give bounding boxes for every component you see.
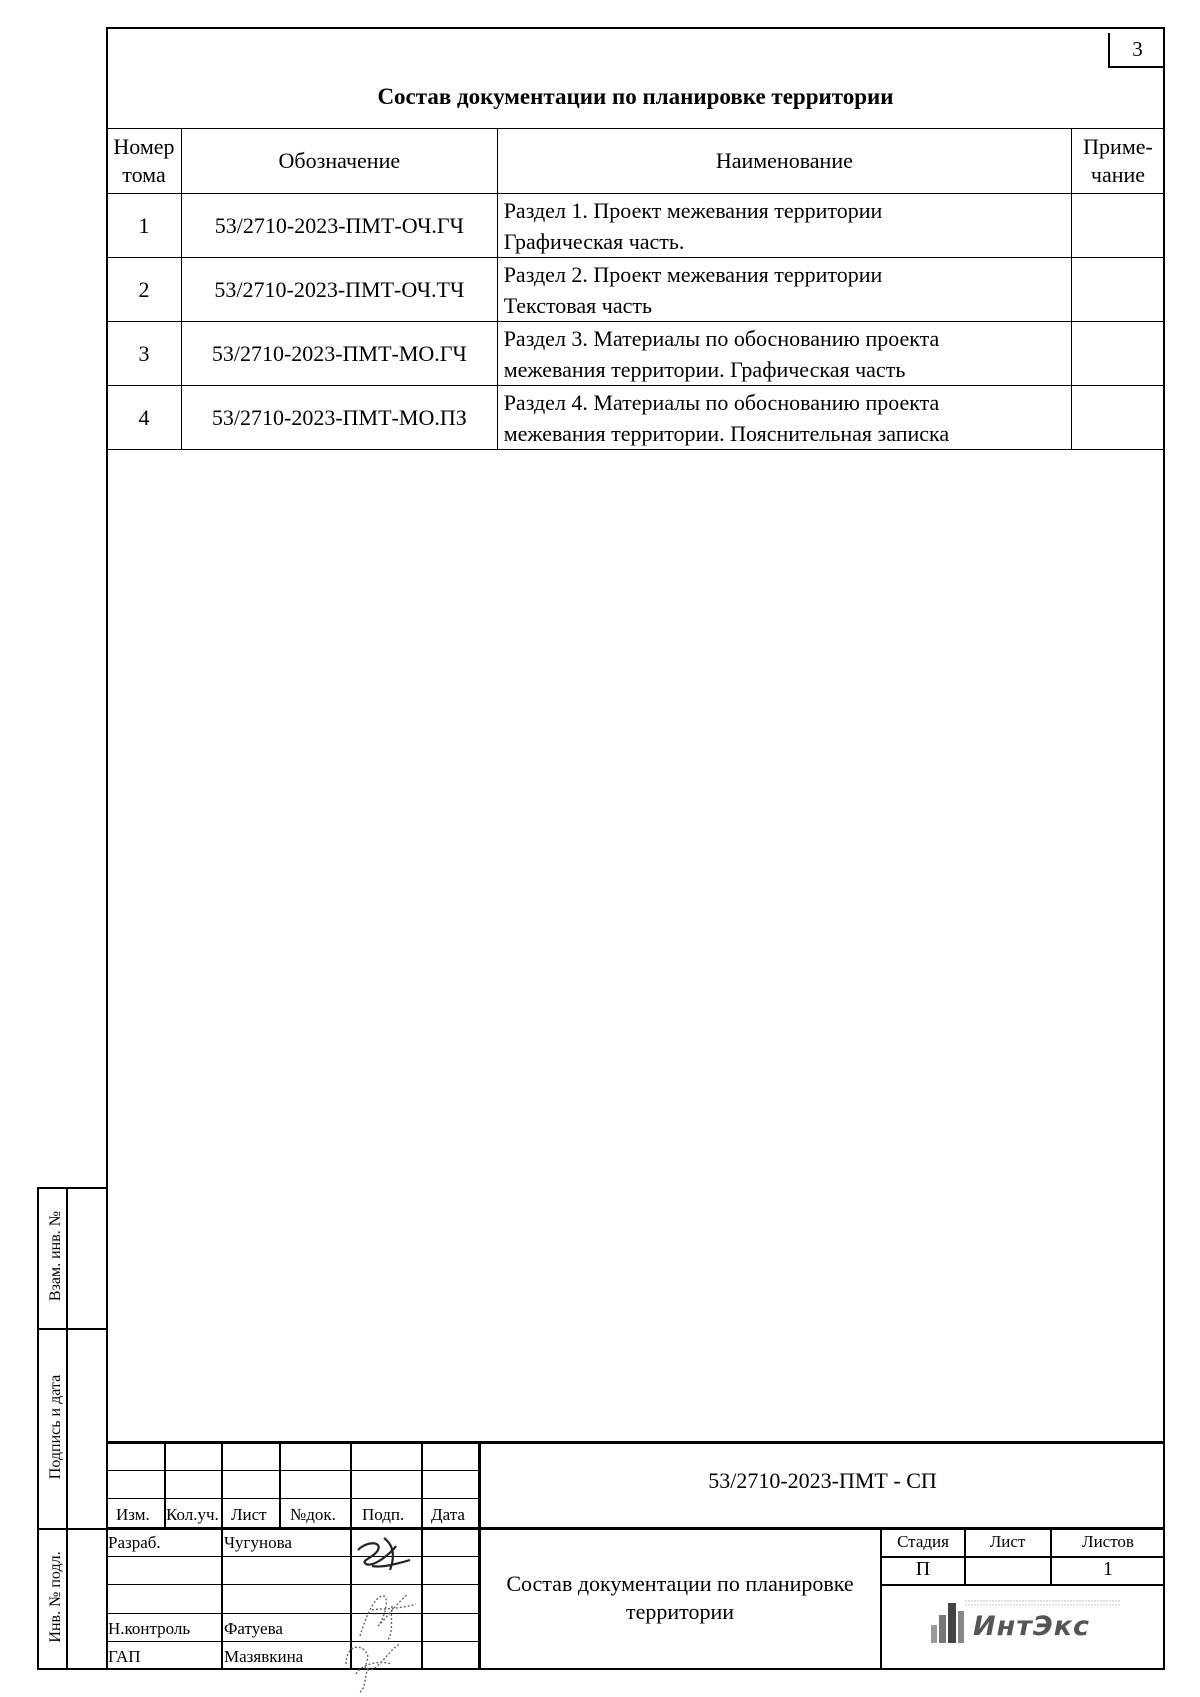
sheets-label: Листов [1082,1532,1134,1551]
person-gap: Мазявкина [224,1647,304,1666]
note-cell [1072,258,1165,322]
company-logo [925,1599,1125,1644]
page-title: Состав документации по планировке территории [377,84,894,109]
header-note-line2: чание [1090,162,1146,187]
tb-grid-line [106,1556,479,1557]
side-stamp-divider [66,1187,68,1670]
name-cell [497,322,1071,386]
table-row [107,258,1165,322]
note-cell [1072,386,1165,450]
tb-top-border [106,1441,1165,1444]
tb-vline [279,1441,281,1528]
code-cell: 53/2710-2023-ПМТ-МО.ГЧ [181,322,497,386]
name-line1: Раздел 2. Проект межевания территории [503,261,883,287]
company-logo-text: ИнтЭкс [973,1611,1091,1642]
header-note [1072,129,1165,194]
col-list: Лист [231,1505,267,1524]
table-row [107,194,1165,258]
person-developer: Чугунова [224,1533,292,1552]
header-name: Наименование [497,129,1071,194]
name-cell [497,194,1071,258]
name-line1: Раздел 1. Проект межевания территории [503,197,883,223]
name-line2: Текстовая часть [503,292,653,318]
role-developer: Разраб. [108,1533,161,1552]
signature-gap [338,1634,408,1694]
replace-inv-label: Взам. инв. № [47,1210,64,1302]
name-line2: межевания территории. Пояснительная записка [503,420,950,446]
header-note-line1: Приме- [1083,134,1153,159]
page-number: 3 [1108,33,1165,68]
volume-cell: 1 [107,194,182,258]
name-line2: межевания территории. Графическая часть [503,356,906,382]
table-row [107,386,1165,450]
name-line1: Раздел 4. Материалы по обоснованию проекта [503,389,940,415]
role-gap: ГАП [108,1647,141,1666]
document-code: 53/2710-2023-ПМТ - СП [708,1468,937,1493]
col-ndok: №док. [290,1505,336,1524]
header-volume-line1: Номер [113,134,175,159]
name-cell [497,258,1071,322]
name-line2: Графическая часть. [503,228,685,254]
tb-header-line [106,1527,1165,1530]
inv-orig-label: Инв. № подл. [47,1551,64,1643]
tb-grid-line [880,1584,1165,1586]
role-norm-control: Н.контроль [108,1619,191,1638]
document-name-line2: территории [625,1599,735,1624]
person-norm-control: Фатуева [224,1619,283,1638]
document-name-line1: Состав документации по планировке [506,1571,854,1596]
document-name [480,1570,880,1626]
name-line1: Раздел 3. Материалы по обоснованию проекта [503,325,940,351]
tb-grid-line [106,1470,479,1471]
sign-date-label: Подпись и дата [47,1374,64,1480]
col-data: Дата [431,1505,465,1524]
sheets-value: 1 [1103,1558,1113,1580]
header-volume [107,129,182,194]
note-cell [1072,322,1165,386]
table-header-row [107,129,1165,194]
stage-value: П [915,1558,931,1580]
header-volume-line2: тома [122,162,166,187]
volume-cell: 4 [107,386,182,450]
header-code: Обозначение [181,129,497,194]
tb-grid-line [106,1498,479,1499]
volume-cell: 3 [107,322,182,386]
tb-grid-line [106,1584,479,1585]
col-kol-uch: Кол.уч. [166,1505,219,1524]
tb-vline [221,1441,223,1670]
documentation-table [106,128,1165,450]
volume-cell: 2 [107,258,182,322]
col-podp: Подп. [362,1505,405,1524]
signature-developer [352,1530,420,1582]
sheet-label: Лист [989,1532,1026,1551]
table-row [107,322,1165,386]
note-cell [1072,194,1165,258]
code-cell: 53/2710-2023-ПМТ-ОЧ.ТЧ [181,258,497,322]
stage-label: Стадия [897,1532,949,1551]
code-cell: 53/2710-2023-ПМТ-ОЧ.ГЧ [181,194,497,258]
code-cell: 53/2710-2023-ПМТ-МО.ПЗ [181,386,497,450]
name-cell [497,386,1071,450]
col-izm: Изм. [116,1505,150,1524]
